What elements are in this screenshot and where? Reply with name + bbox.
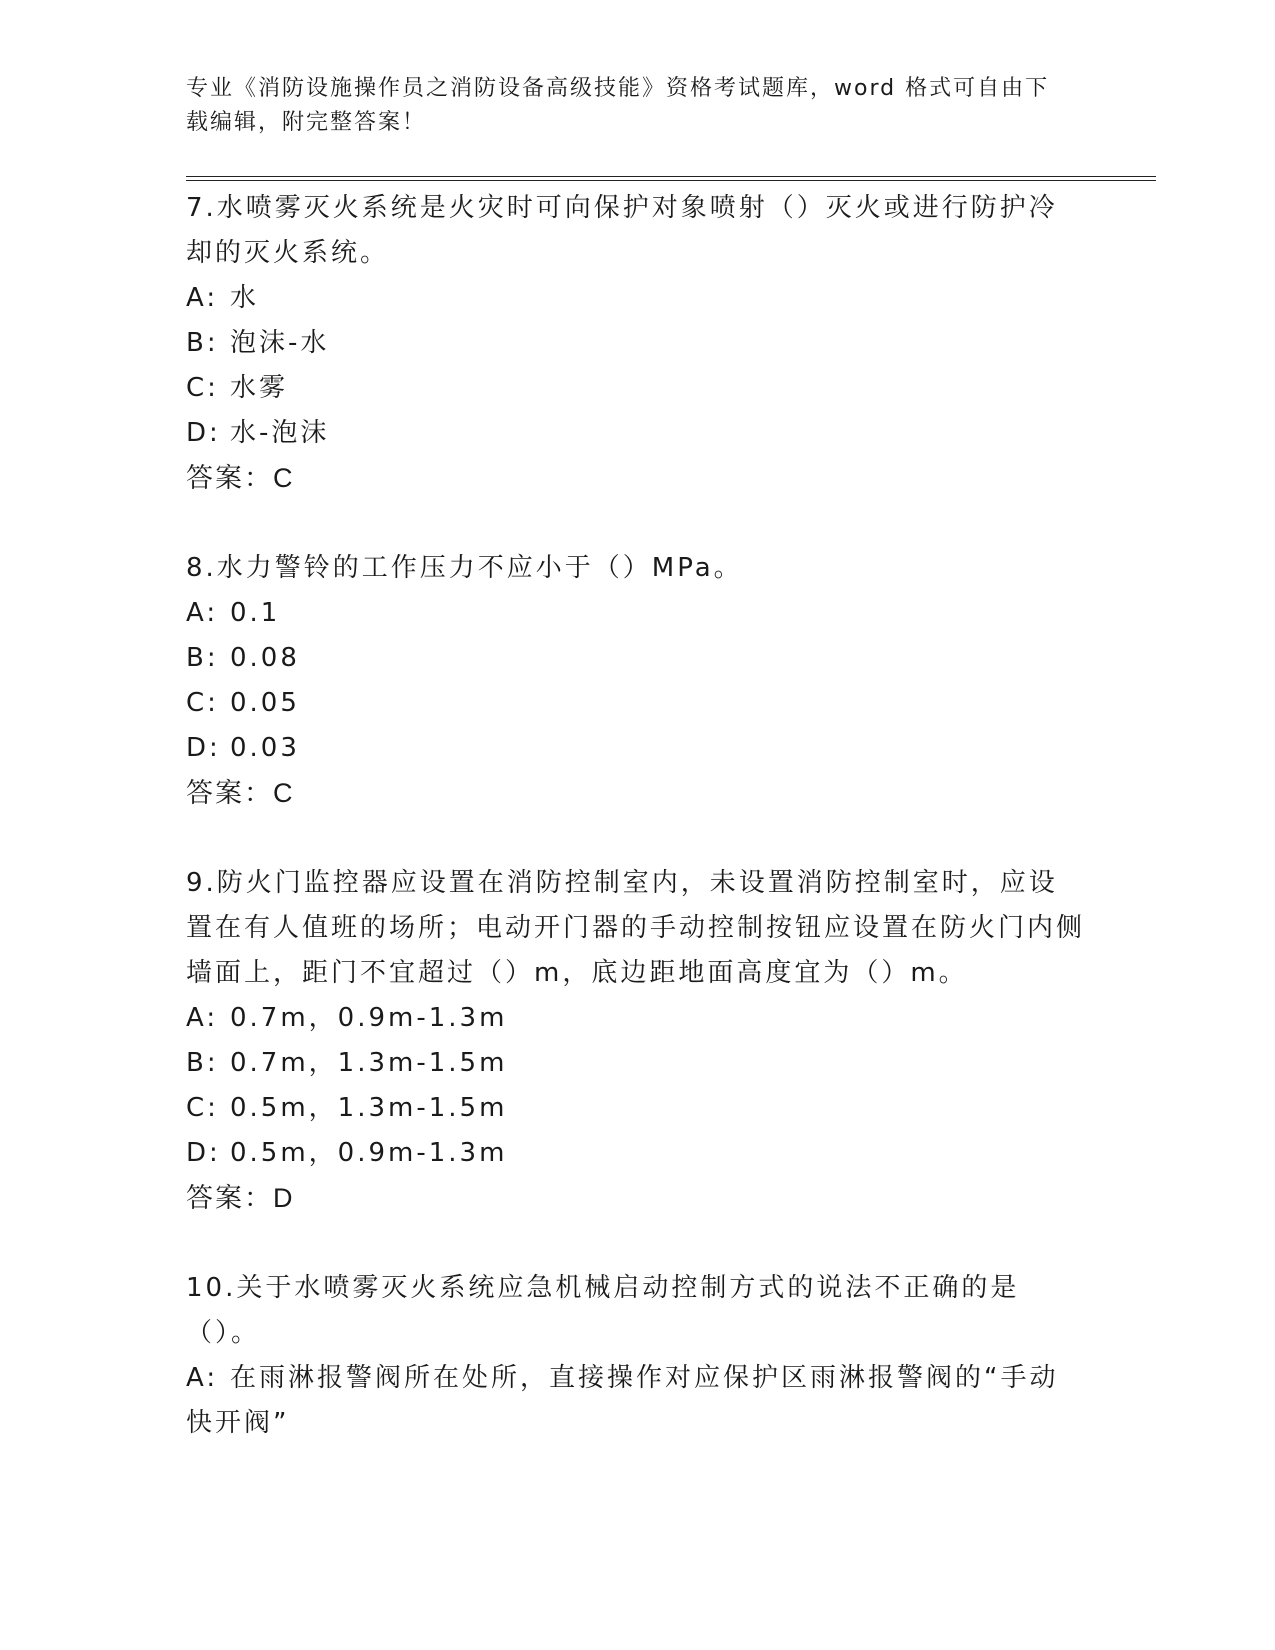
answer-line: 答案：D (186, 1183, 295, 1213)
option-b (186, 1041, 1086, 1086)
option-key: A: (186, 598, 219, 628)
option-key: A: (186, 1003, 219, 1033)
option-text: 0.1 (230, 598, 281, 628)
option-key: C: (186, 688, 219, 718)
option-text: 水 (230, 283, 260, 313)
option-text: 0.03 (230, 733, 300, 763)
option-c (186, 366, 1086, 411)
option-a (186, 1356, 1086, 1446)
option-d (186, 1131, 1086, 1176)
option-text: 0.05 (230, 688, 300, 718)
option-a (186, 276, 1086, 321)
option-key: C: (186, 373, 219, 403)
option-key: D: (186, 418, 221, 448)
question-list (186, 186, 1086, 1491)
option-a (186, 591, 1086, 636)
option-text: 0.08 (230, 643, 300, 673)
option-key: D: (186, 733, 221, 763)
document-intro: 专业《消防设施操作员之消防设备高级技能》资格考试题库，word 格式可自由下载编辑，附完整答案！ (186, 76, 1050, 135)
option-key: D: (186, 1138, 221, 1168)
option-text: 水雾 (230, 373, 289, 403)
option-text: 水-泡沫 (230, 418, 330, 448)
question-stem: 7.水喷雾灭火系统是火灾时可向保护对象喷射（）灭火或进行防护冷却的灭火系统。 (186, 193, 1058, 268)
option-text: 0.7m，1.3m-1.5m (230, 1048, 508, 1078)
answer-line: 答案：C (186, 463, 295, 493)
question-7 (186, 186, 1086, 501)
option-key: A: (186, 283, 219, 313)
option-d (186, 411, 1086, 456)
answer-line: 答案：C (186, 778, 295, 808)
option-text: 0.5m，1.3m-1.5m (230, 1093, 508, 1123)
option-text: 0.7m，0.9m-1.3m (230, 1003, 508, 1033)
option-key: C: (186, 1093, 219, 1123)
option-c (186, 1086, 1086, 1131)
option-key: B: (186, 328, 219, 358)
header-double-rule (186, 176, 1156, 181)
option-d (186, 726, 1086, 771)
option-b (186, 321, 1086, 366)
option-text: 在雨淋报警阀所在处所，直接操作对应保护区雨淋报警阀的“手动快开阀” (186, 1363, 1059, 1438)
question-stem: 8.水力警铃的工作压力不应小于（）MPa。 (186, 553, 743, 583)
option-c (186, 681, 1086, 726)
option-key: A: (186, 1363, 219, 1393)
option-a (186, 996, 1086, 1041)
question-8 (186, 546, 1086, 816)
option-key: B: (186, 643, 219, 673)
option-text: 泡沫-水 (230, 328, 330, 358)
option-text: 0.5m，0.9m-1.3m (230, 1138, 508, 1168)
question-stem: 9.防火门监控器应设置在消防控制室内，未设置消防控制室时，应设置在有人值班的场所；电动开门器的手动控制按钮应设置在防火门内侧墙面上，距门不宜超过（）m，底边距地面高度宜为（）m。 (186, 868, 1086, 988)
question-9 (186, 861, 1086, 1221)
question-stem: 10.关于水喷雾灭火系统应急机械启动控制方式的说法不正确的是（）。 (186, 1273, 1020, 1348)
option-b (186, 636, 1086, 681)
option-key: B: (186, 1048, 219, 1078)
question-10 (186, 1266, 1086, 1446)
